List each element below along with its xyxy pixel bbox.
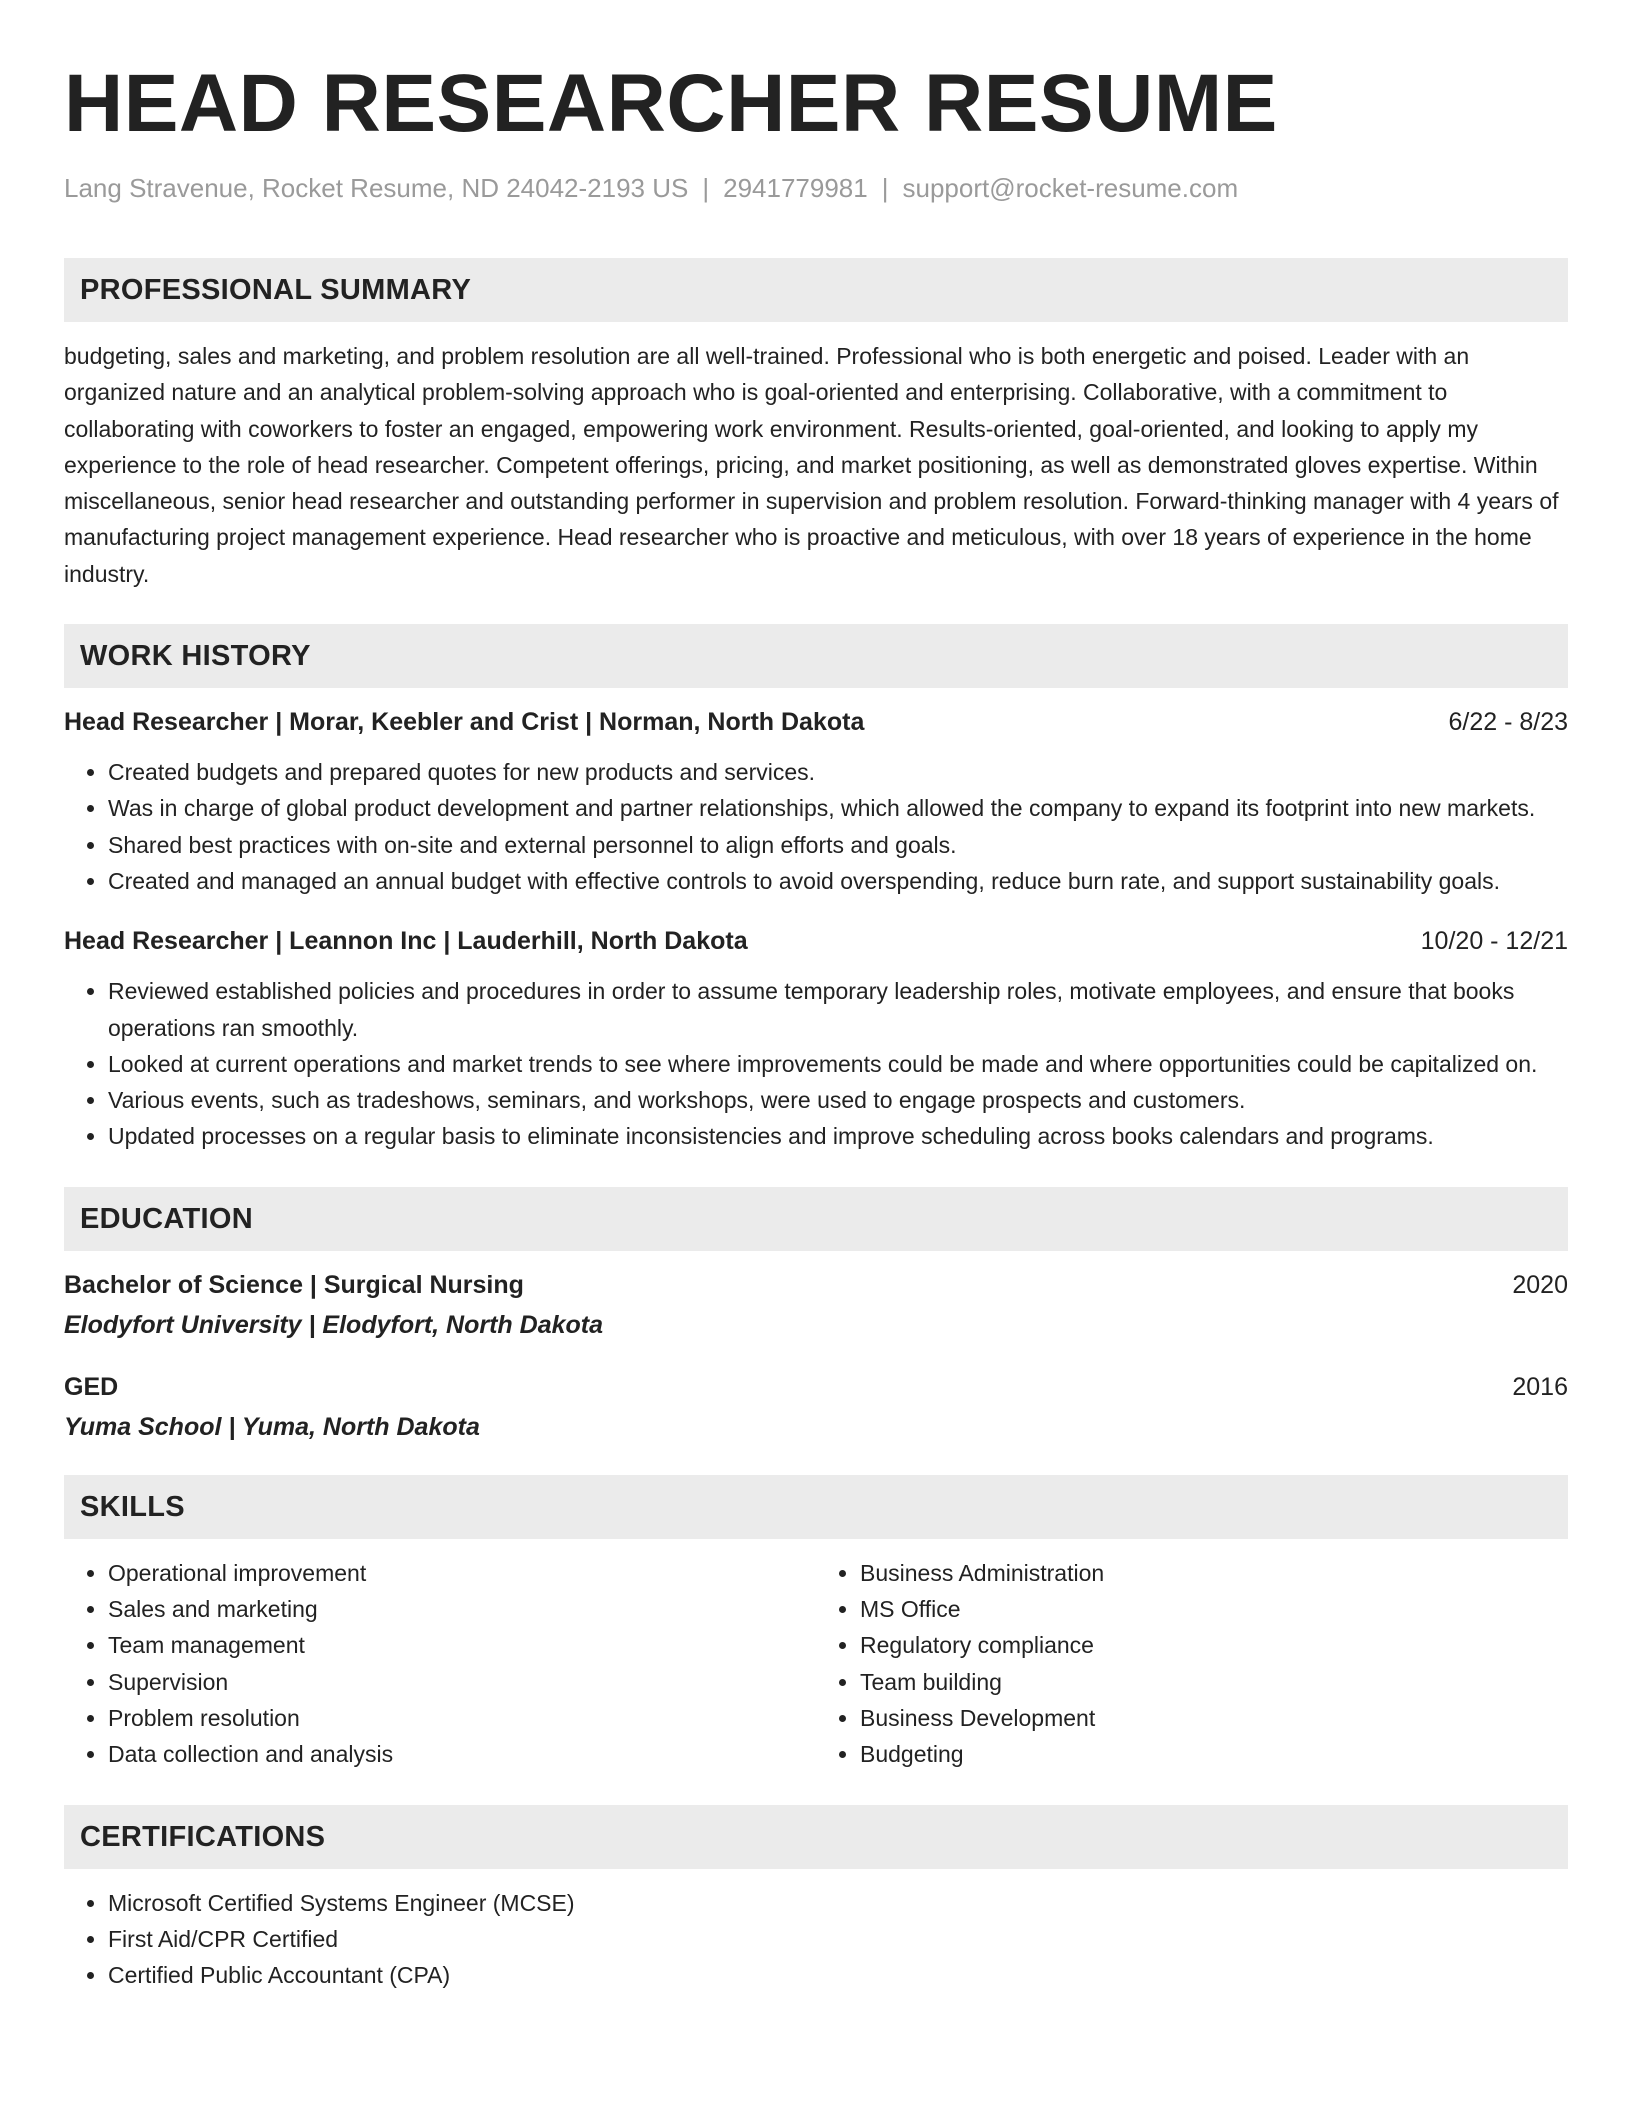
- job-dates: 10/20 - 12/21: [1420, 927, 1568, 956]
- skill-item: • Business Development: [860, 1700, 1568, 1736]
- skills-columns: [64, 1555, 1568, 1773]
- skills-list-left: [64, 1555, 816, 1773]
- skill-item: • Operational improvement: [108, 1555, 816, 1591]
- section-heading-education: EDUCATION: [64, 1187, 1568, 1251]
- certification-item: • Microsoft Certified Systems Engineer (MCSE): [108, 1885, 1568, 1921]
- education-degree: Bachelor of Science | Surgical Nursing: [64, 1270, 524, 1299]
- education-header: [64, 1269, 1568, 1301]
- contact-separator: |: [881, 173, 889, 203]
- job-bullet: • Looked at current operations and market trends to see where improvements could be made and where opportunities could be capitalized on.: [108, 1046, 1568, 1082]
- skill-item: • Team management: [108, 1627, 816, 1663]
- skill-item: • Sales and marketing: [108, 1591, 816, 1627]
- contact-separator: |: [702, 173, 710, 203]
- skill-item: • Budgeting: [860, 1736, 1568, 1772]
- education-year: 2016: [1512, 1372, 1568, 1401]
- skill-item: • Business Administration: [860, 1555, 1568, 1591]
- contact-address: Lang Stravenue, Rocket Resume, ND 24042-2193 US: [64, 173, 689, 203]
- certifications-list: [64, 1885, 1568, 1994]
- section-heading-work: WORK HISTORY: [64, 624, 1568, 688]
- job-bullets: [64, 973, 1568, 1154]
- contact-line: [64, 172, 1568, 204]
- job-bullet: • Various events, such as tradeshows, seminars, and workshops, were used to engage prospects and customers.: [108, 1082, 1568, 1118]
- skill-item: • Problem resolution: [108, 1700, 816, 1736]
- job-title: Head Researcher | Morar, Keebler and Crist | Norman, North Dakota: [64, 708, 865, 737]
- job-header: [64, 706, 1568, 738]
- certification-item: • Certified Public Accountant (CPA): [108, 1957, 1568, 1993]
- job-bullet: • Created budgets and prepared quotes for new products and services.: [108, 754, 1568, 790]
- job-bullet: • Created and managed an annual budget with effective controls to avoid overspending, reduce burn rate, and support sustainability goals.: [108, 863, 1568, 899]
- education-header: [64, 1371, 1568, 1403]
- section-heading-summary: PROFESSIONAL SUMMARY: [64, 258, 1568, 322]
- certification-item: • First Aid/CPR Certified: [108, 1921, 1568, 1957]
- section-heading-certifications: CERTIFICATIONS: [64, 1805, 1568, 1869]
- summary-text: budgeting, sales and marketing, and problem resolution are all well-trained. Professional who is both energetic and poised. Leader with an organized nature and an analytical problem-solving approach who is goal-oriented and enterprising. Collaborative, with a commitment to collaborating with coworkers to foster an engaged, empowering work environment. Results-oriented, goal-oriented, and looking to apply my experience to the role of head researcher. Competent offerings, pricing, and market positioning, as well as demonstrated gloves expertise. Within miscellaneous, senior head researcher and outstanding performer in supervision and problem resolution. Forward-thinking manager with 4 years of manufacturing project management experience. Head researcher who is proactive and meticulous, with over 18 years of experience in the home industry.: [64, 343, 1559, 587]
- skill-item: • Supervision: [108, 1664, 816, 1700]
- education-school: Elodyfort University | Elodyfort, North Dakota: [64, 1310, 604, 1339]
- skill-item: • MS Office: [860, 1591, 1568, 1627]
- education-year: 2020: [1512, 1270, 1568, 1299]
- job-entry: [64, 706, 1568, 899]
- contact-email[interactable]: support@rocket-resume.com: [902, 173, 1239, 203]
- skills-list-right: [816, 1555, 1568, 1773]
- job-entry: [64, 925, 1568, 1154]
- job-bullet: • Was in charge of global product development and partner relationships, which allowed the company to expand its footprint into new markets.: [108, 790, 1568, 826]
- job-bullet: • Updated processes on a regular basis to eliminate inconsistencies and improve scheduling across books calendars and programs.: [108, 1118, 1568, 1154]
- section-heading-skills: SKILLS: [64, 1475, 1568, 1539]
- education-degree: GED: [64, 1372, 119, 1401]
- job-bullets: [64, 754, 1568, 899]
- education-entry: [64, 1269, 1568, 1341]
- job-bullet: • Shared best practices with on-site and external personnel to align efforts and goals.: [108, 827, 1568, 863]
- job-dates: 6/22 - 8/23: [1448, 708, 1568, 737]
- job-bullet: • Reviewed established policies and procedures in order to assume temporary leadership roles, motivate employees, and ensure that books operations ran smoothly.: [108, 973, 1568, 1046]
- education-school: Yuma School | Yuma, North Dakota: [64, 1412, 480, 1441]
- skill-item: • Team building: [860, 1664, 1568, 1700]
- skill-item: • Data collection and analysis: [108, 1736, 816, 1772]
- education-entry: [64, 1371, 1568, 1443]
- contact-phone: 2941779981: [723, 173, 868, 203]
- job-title: Head Researcher | Leannon Inc | Lauderhill, North Dakota: [64, 927, 748, 956]
- skill-item: • Regulatory compliance: [860, 1627, 1568, 1663]
- job-header: [64, 925, 1568, 957]
- resume-page: [64, 0, 1568, 1993]
- resume-title: HEAD RESEARCHER RESUME: [64, 58, 1278, 149]
